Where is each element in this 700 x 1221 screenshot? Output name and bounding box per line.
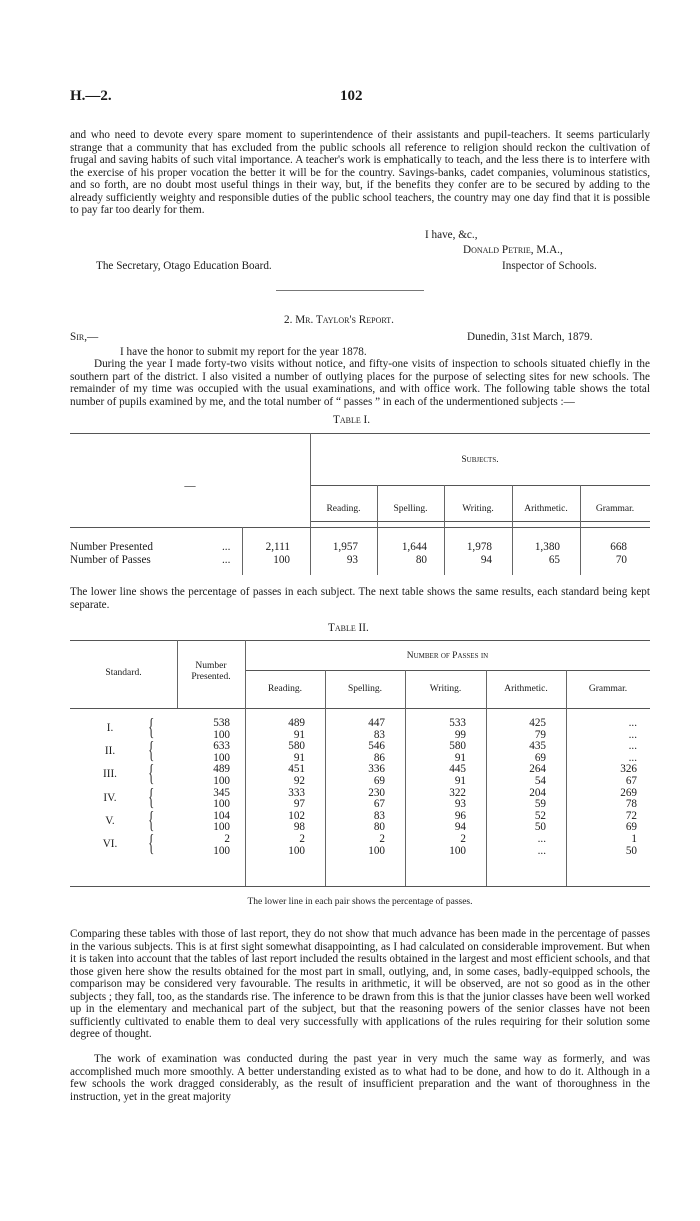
table2-col-header: Reading. bbox=[267, 684, 303, 694]
table2-cell: 91 bbox=[293, 728, 305, 741]
table2-standard-label: II. bbox=[104, 745, 116, 758]
table2-cell: 2 bbox=[460, 833, 466, 845]
table2-cell: ... bbox=[537, 844, 546, 857]
table2-cell: 580 bbox=[288, 740, 305, 753]
table1-cell: 1,644 bbox=[401, 541, 427, 553]
table2-col-header: Arithmetic. bbox=[504, 684, 548, 694]
table2-cell: 69 bbox=[625, 821, 637, 834]
table2-cell: 97 bbox=[293, 798, 305, 811]
table2-cell: 1 bbox=[631, 833, 637, 845]
table2-cell: 230 bbox=[368, 786, 385, 799]
table2-cell: 333 bbox=[288, 786, 305, 799]
table1-col-header: Spelling. bbox=[393, 504, 428, 514]
table2-cell: 100 bbox=[213, 775, 230, 787]
report-heading: 2. Mr. Taylor's Report. bbox=[284, 314, 394, 326]
between-tables-text: The lower line shows the percentage of passes in each subject. The next table shows the same results, each standard being kept separate. bbox=[70, 586, 650, 611]
closing-paragraph-1: Comparing these tables with those of last report, they do not show that much advance has been made in the percentage of passes in the various subjects. This is at first sight somewhat disappointing, as I had calculated on considerable improvement. But when it is taken into account that the tables of last report included the results obtained in the largest and most efficient schools, and that those given here show the results obtained for the most part in small, outlying, and, in some cases, badly-equipped schools, the comparison may be considered very favourable. The results in arithmetic, it will be observed, are not so good as in the other subjects ; they fall, too, as the standards rise. The inference to be drawn from this is that the junior classes have been well worked up in the elementary and mechanical part of the subject, but that the reasoning powers of the senior classes have not been sufficiently cultivated to enable them to deal very successfully with applications of the rules requiring for their solution some degree of thought. bbox=[70, 928, 650, 1040]
table2-cell: 94 bbox=[454, 821, 466, 834]
table1-col-header: Reading. bbox=[326, 504, 361, 514]
table2-cell: ... bbox=[537, 833, 546, 845]
signatory-title: Inspector of Schools. bbox=[502, 260, 597, 272]
table1-stub-dash: — bbox=[184, 480, 196, 492]
table2-cell: 435 bbox=[529, 740, 546, 753]
table2-footnote: The lower line in each pair shows the percentage of passes. bbox=[247, 897, 473, 907]
table2-cell: 52 bbox=[534, 809, 546, 822]
addressee: The Secretary, Otago Education Board. bbox=[96, 260, 272, 272]
table2-cell: 59 bbox=[534, 798, 546, 811]
table2-cell: 67 bbox=[625, 775, 637, 787]
brace-glyph: { bbox=[148, 807, 155, 834]
table2-col-header: Grammar. bbox=[588, 684, 628, 694]
table1-col-header: Grammar. bbox=[595, 504, 635, 514]
table2-cell: 533 bbox=[449, 717, 466, 729]
table2-cell: 538 bbox=[213, 717, 230, 729]
intro-paragraph: and who need to devote every spare moment to superintendence of their assistants and pupil-teachers. It seems particularly strange that a community that has excluded from the public schools all reference to religion should reckon the cultivation of frugal and saving habits of such vital importance. A teacher's work is emphatically to teach, and the less there is to interfere with the exercise of his proper vocation the better it will be for the country. Savings-banks, cadet companies, voluminous statistics, and so forth, are no doubt most useful things in their way, but, if the benefits they confer are to be secured by adding to the already sufficiently weighty and responsible duties of the public school teachers, the country may one day find that it is possible to pay far too dearly for them. bbox=[70, 129, 650, 216]
table2-cell: ... bbox=[628, 740, 637, 753]
table1-cell: 1,978 bbox=[466, 541, 492, 553]
table2-cell: 451 bbox=[288, 763, 305, 776]
table2-cell: 2 bbox=[299, 833, 305, 845]
table1-cell: 65 bbox=[548, 554, 560, 566]
table2-cell: 80 bbox=[373, 821, 385, 834]
table2-cell: 92 bbox=[293, 775, 305, 787]
table2-cell: 93 bbox=[454, 798, 466, 811]
table2-cell: 2 bbox=[224, 833, 230, 845]
table2-cell: 269 bbox=[620, 786, 637, 799]
table2-cell: 50 bbox=[625, 844, 637, 857]
table2-cell: 100 bbox=[288, 844, 305, 857]
table2-cell: 345 bbox=[213, 786, 230, 799]
table2-cell: 78 bbox=[625, 798, 637, 811]
report-greeting: Sir,— bbox=[70, 331, 99, 343]
table2-cell: 100 bbox=[449, 844, 466, 857]
brace-glyph: { bbox=[148, 738, 155, 765]
table2-cell: 98 bbox=[293, 821, 305, 834]
table2-standard-label: V. bbox=[105, 814, 115, 827]
table2-standard-label: I. bbox=[106, 722, 114, 734]
table2-cell: 326 bbox=[620, 763, 637, 776]
table2-cell: ... bbox=[628, 717, 637, 729]
table2-standard-label: IV. bbox=[103, 791, 117, 804]
table2-cell: 69 bbox=[534, 751, 546, 764]
table1-col-header: Arithmetic. bbox=[524, 504, 568, 514]
closing-salutation: I have, &c., bbox=[425, 229, 478, 241]
document-code: H.—2. bbox=[70, 88, 112, 104]
table2-cell: 633 bbox=[213, 740, 230, 753]
brace-glyph: { bbox=[148, 761, 155, 788]
table2-cell: 445 bbox=[449, 763, 466, 776]
table2-cell: 96 bbox=[454, 809, 466, 822]
table2-cell: 79 bbox=[534, 728, 546, 741]
table2-cell: ... bbox=[628, 728, 637, 741]
table1-dots: ... bbox=[222, 541, 231, 553]
table2-cell: 100 bbox=[213, 728, 230, 741]
report-place-date: Dunedin, 31st March, 1879. bbox=[467, 331, 593, 343]
table1-row-label: Number of Passes bbox=[70, 554, 151, 566]
table2-standard-header: Standard. bbox=[105, 668, 142, 678]
table2-cell: 100 bbox=[213, 798, 230, 811]
table2-group-header: Number of Passes in bbox=[406, 651, 489, 661]
table2-cell: 336 bbox=[368, 763, 385, 776]
table2-col-header: Spelling. bbox=[347, 684, 383, 694]
table2-cell: 91 bbox=[293, 751, 305, 764]
table1-cell: 93 bbox=[346, 554, 358, 566]
section-divider bbox=[276, 290, 424, 291]
table2-cell: 489 bbox=[213, 763, 230, 776]
table2-cell: 102 bbox=[288, 809, 305, 822]
table2-cell: 264 bbox=[529, 763, 546, 776]
table2-cell: 54 bbox=[534, 775, 546, 787]
table2-cell: 104 bbox=[213, 809, 230, 822]
table2-cell: 83 bbox=[373, 728, 385, 741]
table2-cell: 2 bbox=[379, 833, 385, 845]
table1-group-header: Subjects. bbox=[461, 455, 499, 465]
table2-cell: 447 bbox=[368, 717, 385, 729]
table1-caption: Table I. bbox=[333, 414, 371, 426]
brace-glyph: { bbox=[148, 715, 155, 741]
table2-cell: 489 bbox=[288, 717, 305, 729]
table1-cell: 70 bbox=[615, 554, 627, 566]
table2-cell: 322 bbox=[449, 786, 466, 799]
table2-cell: 204 bbox=[529, 786, 546, 799]
table2-cell: 91 bbox=[454, 775, 466, 787]
table1-cell: 94 bbox=[480, 554, 492, 566]
table1-cell: 2,111 bbox=[265, 541, 290, 553]
table2-cell: 99 bbox=[454, 728, 466, 741]
table1-dots: ... bbox=[222, 554, 231, 566]
brace-glyph: { bbox=[148, 831, 155, 857]
table2-cell: 100 bbox=[368, 844, 385, 857]
table2-cell: 425 bbox=[529, 717, 546, 729]
table2-cell: 100 bbox=[213, 821, 230, 834]
table2-standard-label: III. bbox=[103, 768, 117, 781]
table1-cell: 1,380 bbox=[534, 541, 560, 553]
closing-paragraph-2: The work of examination was conducted during the past year in very much the same way as formerly, and was accomplished much more smoothly. A better understanding existed as to what had to be done, and how to do it. Although in a few schools the work dragged considerably, as the result of insufficient preparation and the want of thoroughness in the instruction, yet in the great majority bbox=[70, 1053, 650, 1103]
table1-col-header: Writing. bbox=[462, 504, 494, 514]
signatory-name: Donald Petrie, M.A., bbox=[463, 244, 563, 256]
table2-cell: 580 bbox=[449, 740, 466, 753]
table2-cell: 69 bbox=[373, 775, 385, 787]
table2-cell: 83 bbox=[373, 809, 385, 822]
table2-presented-header: Number Presented. bbox=[191, 661, 231, 682]
table1-cell: 1,957 bbox=[332, 541, 358, 553]
table1-cell: 80 bbox=[415, 554, 427, 566]
brace-glyph: { bbox=[148, 784, 155, 811]
table1-cell: 668 bbox=[610, 541, 627, 553]
table2-cell: 72 bbox=[625, 809, 637, 822]
report-paragraph-2: During the year I made forty-two visits without notice, and fifty-one visits of inspection to schools situated chiefly in the southern part of the district. I also visited a number of outlying places for the purpose of selecting sites for new schools. The remainder of my time was occupied with the usual examinations, and with office work. The following table shows the total number of pupils examined by me, and the total number of “ passes ” in each of the undermentioned subjects :— bbox=[70, 358, 650, 408]
page-number: 102 bbox=[340, 88, 363, 104]
table2-cell: 546 bbox=[368, 740, 385, 753]
table2-cell: 86 bbox=[373, 751, 385, 764]
table1-cell: 100 bbox=[273, 554, 290, 566]
table2-cell: 91 bbox=[454, 751, 466, 764]
table2-cell: 100 bbox=[213, 751, 230, 764]
table1-row-label: Number Presented bbox=[70, 541, 153, 553]
report-paragraph-1: I have the honor to submit my report for the year 1878. bbox=[120, 346, 367, 358]
table2-col-header: Writing. bbox=[429, 684, 462, 694]
table2-cell: 67 bbox=[373, 798, 385, 811]
table2-caption: Table II. bbox=[328, 622, 369, 634]
table2-cell: ... bbox=[628, 751, 637, 764]
table2-cell: 100 bbox=[213, 844, 230, 857]
table2-cell: 50 bbox=[534, 821, 546, 834]
table2-standard-label: VI. bbox=[102, 838, 118, 850]
